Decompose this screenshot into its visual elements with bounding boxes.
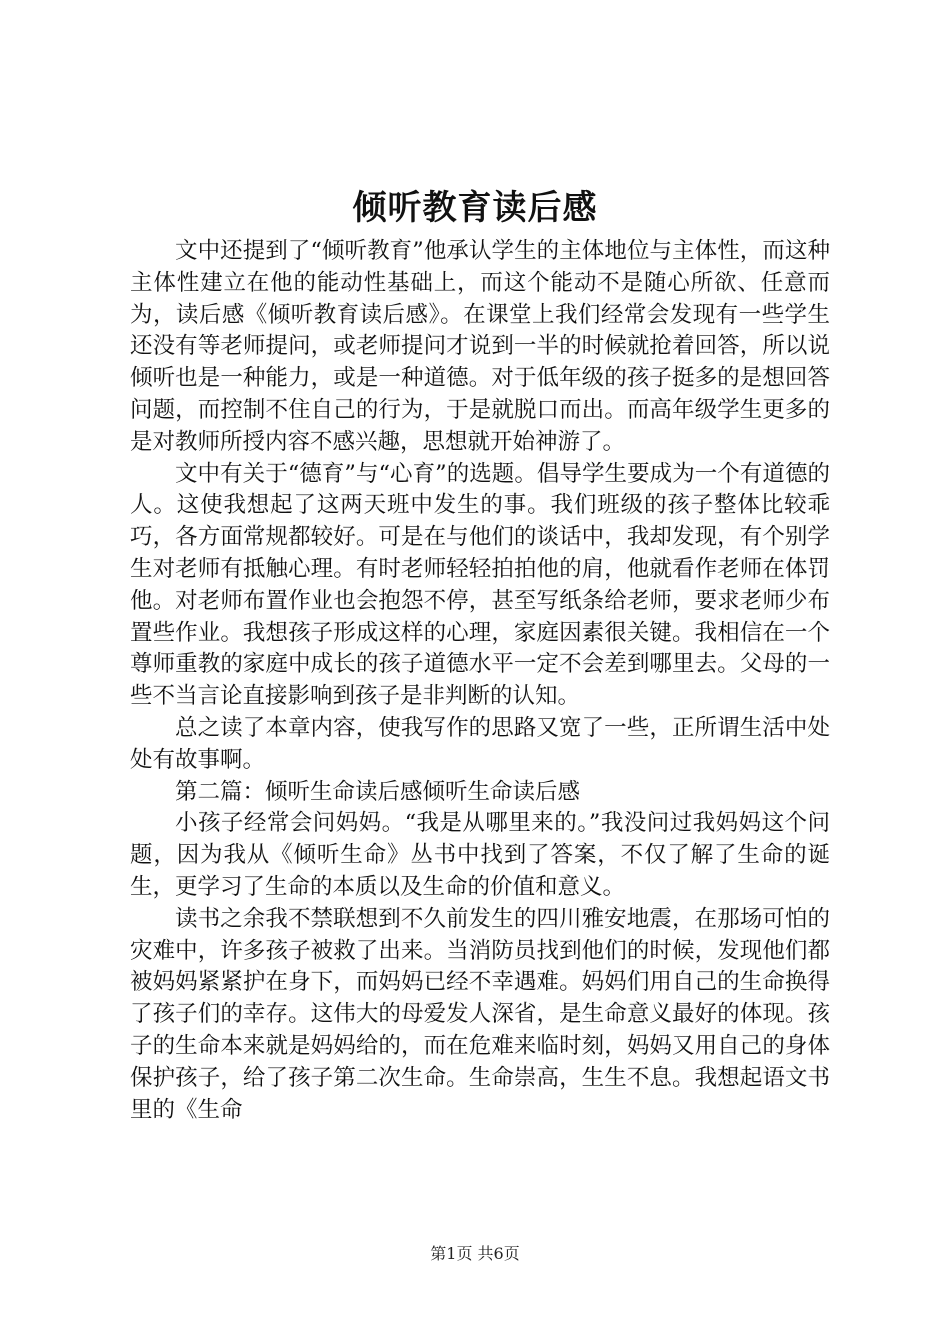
paragraph: 总之读了本章内容，使我写作的思路又宽了一些，正所谓生活中处处有故事啊。 <box>130 714 830 773</box>
page-title: 倾听教育读后感 <box>352 188 598 228</box>
paragraph: 读书之余我不禁联想到不久前发生的四川雅安地震，在那场可怕的灾难中，许多孩子被救了出来。当消防员找到他们的时候，发现他们都被妈妈紧紧护在身下，而妈妈已经不幸遇难。妈妈们用自己的生命换得了孩子们的幸存。这伟大的母爱发人深省，是生命意义最好的体现。孩子的生命本来就是妈妈给的，而在危难来临时刻，妈妈又用自己的身体保护孩子，给了孩子第二次生命。生命崇高，生生不息。我想起语文书里的《生命 <box>130 905 830 1123</box>
paragraph: 文中有关于“德育”与“心育”的选题。倡导学生要成为一个有道德的人。这使我想起了这两天班中发生的事。我们班级的孩子整体比较乖巧，各方面常规都较好。可是在与他们的谈话中，我却发现，有个别学生对老师有抵触心理。有时老师轻轻拍拍他的肩，他就看作老师在体罚他。对老师布置作业也会抱怨不停，甚至写纸条给老师，要求老师少布置些作业。我想孩子形成这样的心理，家庭因素很关键。我相信在一个尊师重教的家庭中成长的孩子道德水平一定不会差到哪里去。父母的一些不当言论直接影响到孩子是非判断的认知。 <box>130 460 830 710</box>
paragraph: 小孩子经常会问妈妈。“我是从哪里来的。”我没问过我妈妈这个问题，因为我从《倾听生命》丛书中找到了答案，不仅了解了生命的诞生，更学习了生命的本质以及生命的价值和意义。 <box>130 810 830 900</box>
page-number-footer: 第1页 共6页 <box>430 1244 520 1263</box>
paragraph: 文中还提到了“倾听教育”他承认学生的主体地位与主体性，而这种主体性建立在他的能动性基础上，而这个能动不是随心所欲、任意而为，读后感《倾听教育读后感》。在课堂上我们经常会发现有一些学生还没有等老师提问，或老师提问才说到一半的时候就抢着回答，所以说倾听也是一种能力，或是一种道德。对于低年级的孩子挺多的是想回答问题，而控制不住自己的行为，于是就脱口而出。而高年级学生更多的是对教师所授内容不感兴趣，思想就开始神游了。 <box>130 238 830 455</box>
section-heading: 第二篇：倾听生命读后感倾听生命读后感 <box>175 778 581 805</box>
document-body <box>130 236 830 1126</box>
